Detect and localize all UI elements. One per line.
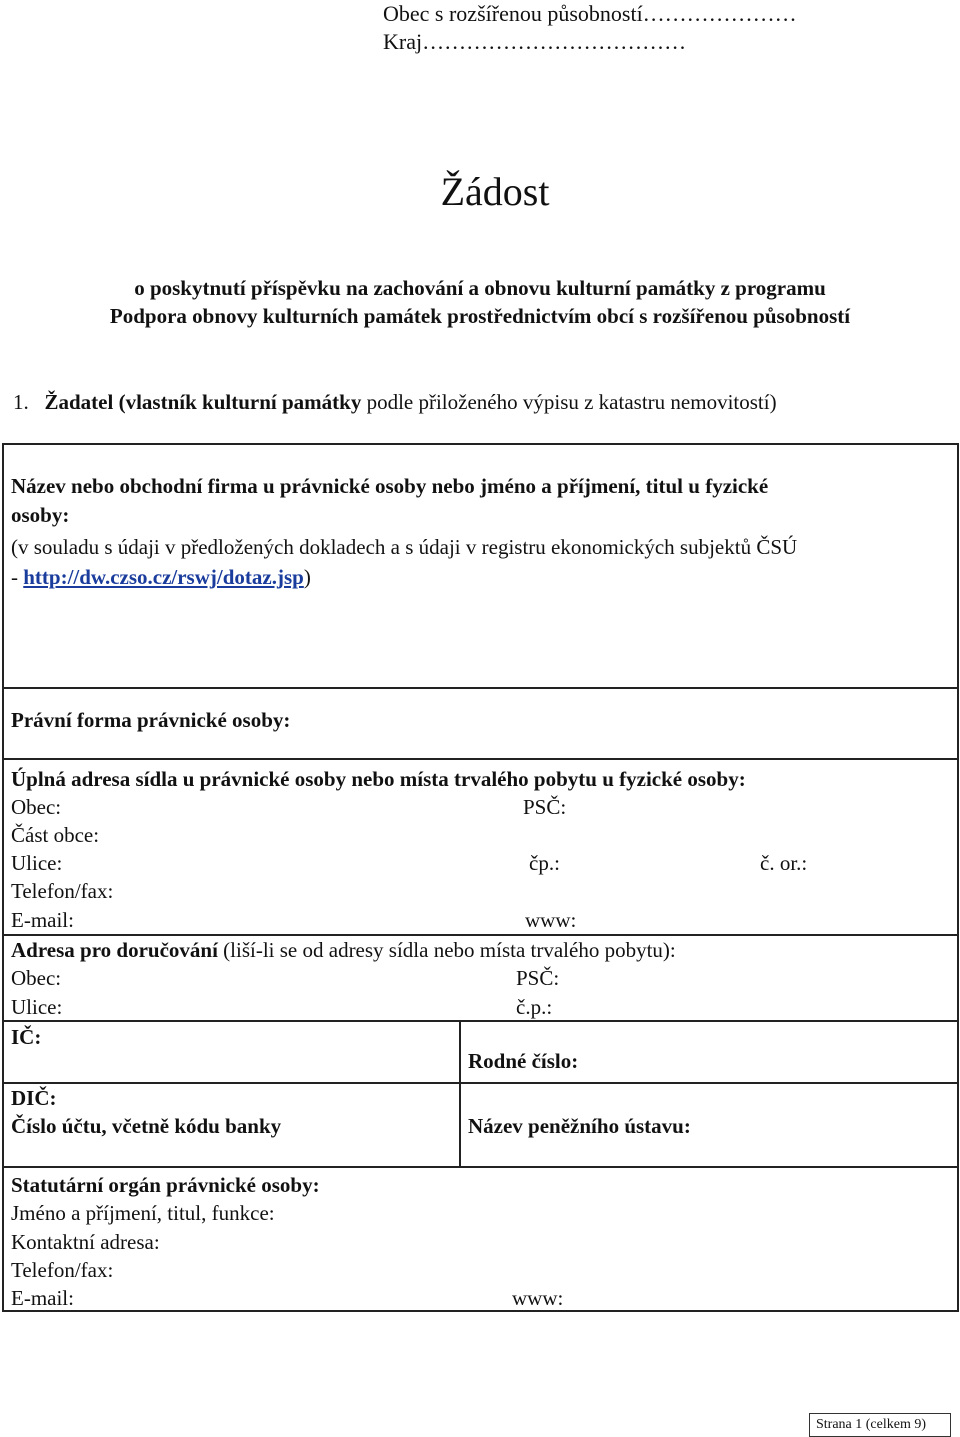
czso-registry-link[interactable]: http://dw.czso.cz/rswj/dotaz.jsp xyxy=(23,565,304,589)
delivery-heading-rest: (liší-li se od adresy sídla nebo místa trvalého pobytu): xyxy=(223,938,676,962)
page-number: Strana 1 (celkem 9) xyxy=(809,1413,951,1437)
address-www-label: www: xyxy=(525,908,577,932)
delivery-psc-label: PSČ: xyxy=(516,966,560,990)
statutory-telefon-label: Telefon/fax: xyxy=(11,1258,114,1282)
name-note-line-1: (v souladu s údaji v předložených dokladech a s údaji v registru ekonomických subjektů ČSÚ xyxy=(11,535,798,559)
bank-account-label: Číslo účtu, včetně kódu banky xyxy=(11,1114,282,1138)
delivery-heading xyxy=(11,936,676,964)
subtitle-line-1: o poskytnutí příspěvku na zachování a obnovu kulturní památky z programu xyxy=(134,276,826,300)
address-cast-obce-label: Část obce: xyxy=(11,823,100,847)
statutory-address-label: Kontaktní adresa: xyxy=(11,1230,160,1254)
statutory-www-label: www: xyxy=(512,1286,564,1310)
municipality-line: Obec s rozšířenou působností………………… xyxy=(383,1,797,26)
column-divider xyxy=(459,1020,461,1166)
delivery-ulice-label: Ulice: xyxy=(11,995,63,1019)
section-1-heading xyxy=(13,388,777,416)
name-label-line-2: osoby: xyxy=(11,503,70,527)
statutory-name-label: Jméno a příjmení, titul, funkce: xyxy=(11,1201,275,1225)
delivery-heading-bold: Adresa pro doručování xyxy=(11,938,218,962)
name-label-line-1: Název nebo obchodní firma u právnické osoby nebo jméno a příjmení, titul u fyzické xyxy=(11,474,769,498)
legal-form-label: Právní forma právnické osoby: xyxy=(11,708,291,732)
statutory-email-label: E-mail: xyxy=(11,1286,74,1310)
delivery-obec-label: Obec: xyxy=(11,966,62,990)
section-heading-bold: Žadatel (vlastník kulturní památky xyxy=(44,390,362,414)
ic-label: IČ: xyxy=(11,1025,42,1049)
address-telefon-label: Telefon/fax: xyxy=(11,879,114,903)
address-heading: Úplná adresa sídla u právnické osoby nebo místa trvalého pobytu u fyzické osoby: xyxy=(11,767,746,791)
row-divider xyxy=(2,1166,959,1168)
section-heading-rest: podle přiloženého výpisu z katastru nemovitostí) xyxy=(366,390,777,414)
address-email-label: E-mail: xyxy=(11,908,74,932)
bank-name-label: Název peněžního ústavu: xyxy=(468,1114,691,1138)
birth-number-label: Rodné číslo: xyxy=(468,1049,579,1073)
row-divider xyxy=(2,687,959,689)
row-divider xyxy=(2,1082,959,1084)
address-obec-label: Obec: xyxy=(11,795,62,819)
region-line: Kraj……………………………… xyxy=(383,29,687,54)
address-cor-label: č. or.: xyxy=(760,851,808,875)
dic-label: DIČ: xyxy=(11,1086,57,1110)
address-psc-label: PSČ: xyxy=(523,795,567,819)
name-note-line-2 xyxy=(11,563,311,591)
row-divider xyxy=(2,1020,959,1022)
delivery-cp-label: č.p.: xyxy=(516,995,553,1019)
address-cp-label: čp.: xyxy=(529,851,560,875)
document-title: Žádost xyxy=(440,169,550,214)
address-ulice-label: Ulice: xyxy=(11,851,63,875)
section-number: 1. xyxy=(13,390,29,414)
subtitle-line-2: Podpora obnovy kulturních památek prostřednictvím obcí s rozšířenou působností xyxy=(109,304,851,328)
statutory-heading: Statutární orgán právnické osoby: xyxy=(11,1173,320,1197)
row-divider xyxy=(2,758,959,760)
note-suffix: ) xyxy=(303,565,311,589)
note-prefix: - xyxy=(11,565,18,589)
